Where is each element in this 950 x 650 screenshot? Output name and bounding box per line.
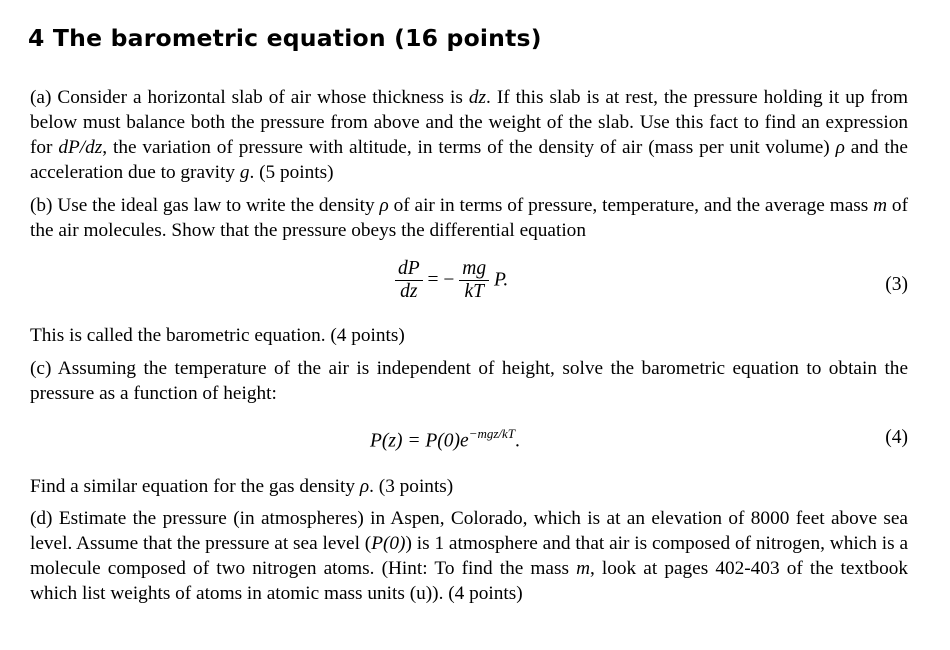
part-a-paragraph: (a) Consider a horizontal slab of air whose thickness is dz. If this slab is at rest, the pressure holding it up from below must balance both the pressure from above and the weight of the slab. Use this fact to find an expression for dP/dz, the variation of pressure with altitude, in terms of the density of air (mass per unit volume) ρ and the acceleration due to gravity g. (5 points) (30, 87, 908, 183)
part-b-paragraph: (b) Use the ideal gas law to write the density ρ of air in terms of pressure, temperature, and the average mass m of the air molecules. Show that the pressure obeys the differential equation (30, 195, 908, 241)
equation-3: $\frac{dP}{dz}$ = − $\frac{mg}{kT}$ P. (3) (30, 258, 908, 310)
part-b-conclusion: This is called the barometric equation. (4 points) (30, 325, 405, 346)
equation-3-number: (3) (885, 274, 908, 295)
equation-3-lhs-fraction: $\frac{dP}{dz}$ (395, 258, 423, 303)
part-b-label: (b) (30, 195, 53, 216)
part-a-label: (a) (30, 87, 52, 108)
section-title: 4 The barometric equation (16 points) (28, 24, 542, 52)
equation-4: $P(z) = P(0)e^{-mgz/kT}$. (4) (370, 426, 908, 452)
part-c-paragraph: (c) Assuming the temperature of the air is independent of height, solve the barometric equation to obtain the pressure as a function of height: (30, 358, 908, 404)
part-d-label: (d) (30, 508, 53, 529)
equation-3-rhs-fraction: $\frac{mg}{kT}$ (459, 258, 489, 303)
part-c-followup: Find a similar equation for the gas density ρ. (3 points) (30, 476, 454, 497)
part-d-paragraph: (d) Estimate the pressure (in atmospheres) in Aspen, Colorado, which is at an elevation of 8000 feet above sea level. Assume that the pressure at sea level (P(0)) is 1 atmosphere and that air is composed of nitrogen, which is a molecule composed of two nitrogen atoms. (Hint: To find the mass m, look at pages 402-403 of the textbook which list weights of atoms in atomic mass units (u)). (4 points) (30, 508, 908, 604)
part-c-label: (c) (30, 358, 52, 379)
equation-4-number: (4) (885, 427, 908, 448)
